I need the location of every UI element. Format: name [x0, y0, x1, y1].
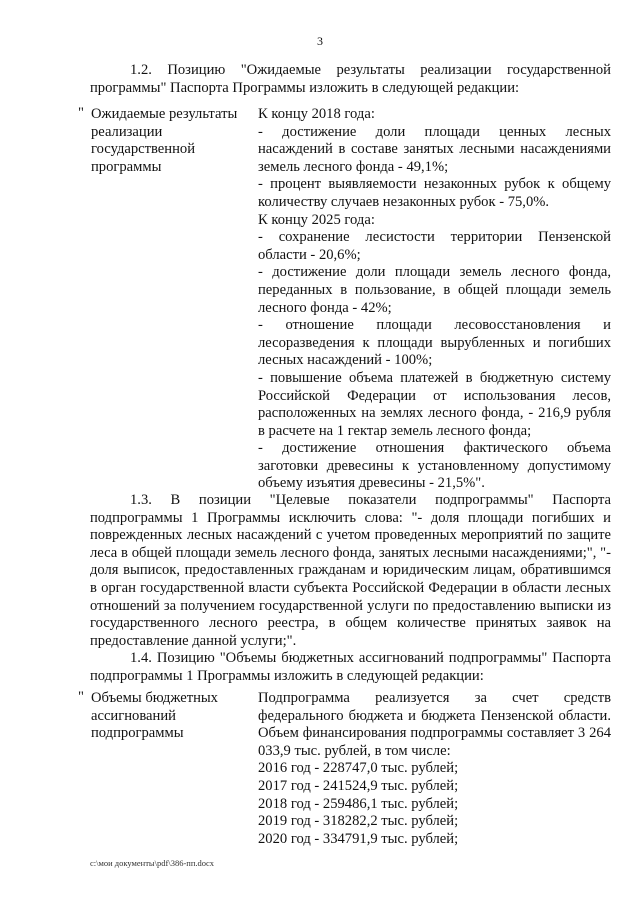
content-line: - повышение объема платежей в бюджетную систему Российской Федерации от использования лесов, расположенных на землях лесного фонда, - 216,9 рубля в расчете на 1 гектар земель лесного фонда; — [258, 369, 611, 439]
file-path-footer: c:\мои документы\pdf\386-пп.docx — [90, 858, 215, 868]
paragraph-1-3: 1.3. В позиции "Целевые показатели подпрограммы" Паспорта подпрограммы 1 Программы исключить слова: "- доля площади погибших и поврежденных лесных насаждений с учетом проведенных мероприятий по защите леса в общей площади земель лесного фонда, занятых лесными насаждениями;", "- доля выписок, предоставленных гражданам и юридическим лицам, обратившимся в орган государственной власти субъекта Российской Федерации в области лесных отношений за получением государственной услуги по предоставлению выписки из государственного лесного реестра, в общем количестве принятых заявок на предоставление данной услуги;". — [90, 492, 611, 649]
content-line: - достижение доли площади земель лесного фонда, переданных в пользование, в общей площади земель лесного фонда - 42%; — [258, 264, 611, 316]
year-line: 2018 год - 259486,1 тыс. рублей; — [258, 795, 459, 812]
content-line: - достижение доли площади ценных лесных насаждений в составе занятых лесными насаждениями земель лесного фонда - 49,1%; — [258, 123, 611, 175]
content-line: К концу 2018 года: — [258, 106, 375, 122]
paragraph-1-4: 1.4. Позицию "Объемы бюджетных ассигнований подпрограммы" Паспорта подпрограммы 1 Программы изложить в следующей редакции: — [90, 650, 611, 684]
content-line: - сохранение лесистости территории Пензенской области - 20,6%; — [258, 229, 611, 263]
year-line: 2019 год - 318282,2 тыс. рублей; — [258, 813, 459, 830]
open-quote: " — [78, 689, 84, 705]
content-line: - отношение площади лесовосстановления и лесоразведения к площади вырубленных и погибших лесных насаждений - 100%; — [258, 317, 611, 369]
content-line: К концу 2025 года: — [258, 211, 375, 228]
content-line: - процент выявляемости незаконных рубок к общему количеству случаев незаконных рубок - 75,0%. — [258, 176, 611, 210]
content-intro: Подпрограмма реализуется за счет средств федерального бюджета и бюджета Пензенской области. Объем финансирования подпрограммы составляет 3 264 033,9 тыс. рублей, в том числе: — [258, 690, 611, 759]
content-line: - достижение отношения фактического объема заготовки древесины к установленному допустимому объему изъятия древесины - 21,5%". — [258, 440, 611, 492]
row-label: Объемы бюджетных ассигнований подпрограммы — [91, 690, 218, 742]
row-content — [258, 690, 611, 848]
year-line: 2016 год - 228747,0 тыс. рублей; — [258, 760, 459, 777]
paragraph-1-2: 1.2. Позицию "Ожидаемые результаты реализации государственной программы" Паспорта Программы изложить в следующей редакции: — [90, 62, 611, 96]
row-content — [258, 106, 611, 493]
page-number: 3 — [317, 34, 323, 48]
year-line: 2020 год - 334791,9 тыс. рублей; — [258, 830, 459, 847]
row-label: Ожидаемые результаты реализации государственной программы — [91, 106, 238, 175]
year-line: 2017 год - 241524,9 тыс. рублей; — [258, 777, 459, 794]
open-quote: " — [78, 105, 84, 121]
